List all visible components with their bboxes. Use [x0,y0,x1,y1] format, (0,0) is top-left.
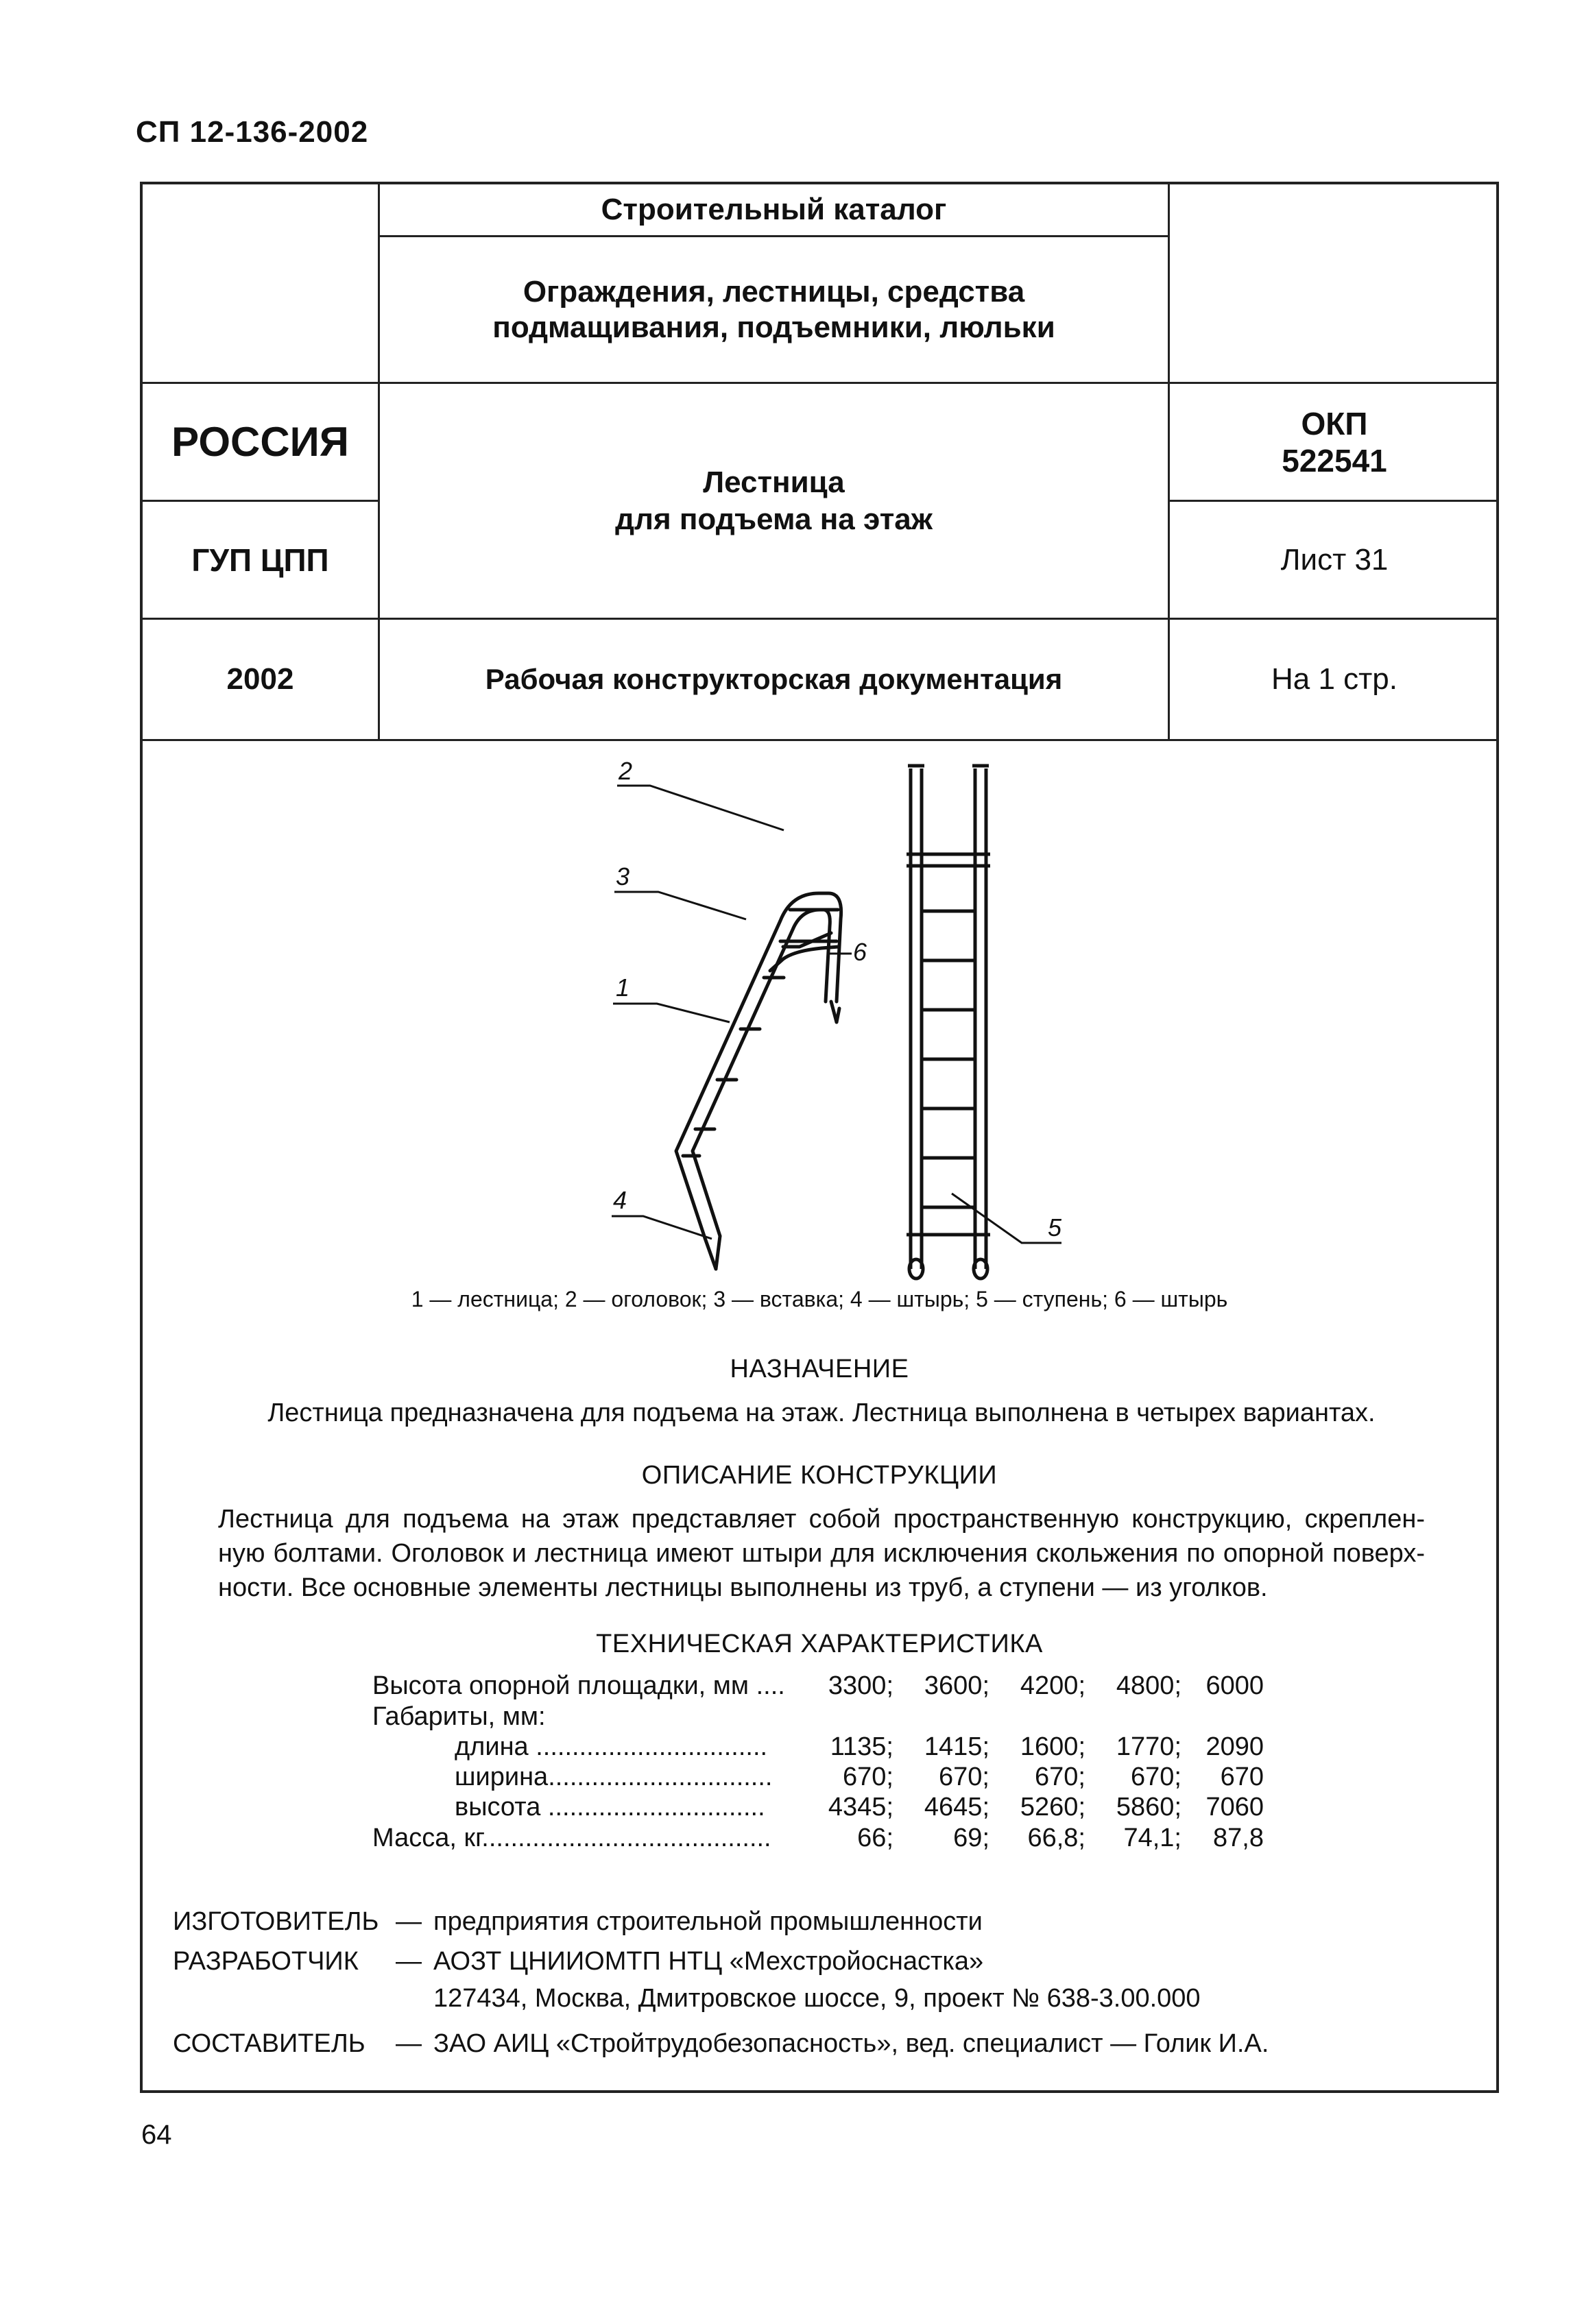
doc-type: Рабочая конструкторская документация [485,663,1063,695]
spec-label: Высота опорной площадки, мм .... [372,1671,785,1700]
spec-row [372,1732,1401,1763]
spec-value: 3300; [828,1671,893,1700]
purpose-heading: НАЗНАЧЕНИЕ [730,1355,909,1383]
callout-1: 1 [616,973,630,1002]
spec-value: 4345; [828,1793,893,1821]
spec-value: 3600; [924,1671,989,1700]
purpose-text: Лестница предназначена для подъема на этаж. Лестница выполнена в четырех вариантах. [267,1399,1376,1427]
spec-row [372,1762,1401,1793]
spec-value: 5860; [1116,1793,1181,1821]
spec-row [372,1792,1401,1823]
sheet-number: Лист 31 [1280,542,1389,577]
callout-2: 2 [619,757,633,785]
catalog-section [380,237,1168,382]
spec-label: высота .............................. [455,1793,765,1821]
design-heading: ОПИСАНИЕ КОНСТРУКЦИИ [641,1461,998,1490]
ladder-side-view [676,893,841,1238]
credit-dash: — [396,1947,422,1976]
spec-value: 87,8 [1213,1824,1264,1852]
year: 2002 [226,662,294,696]
spec-value: 1415; [924,1732,989,1761]
spec-value: 2090 [1205,1732,1264,1761]
document-code: СП 12-136-2002 [136,115,369,149]
page-number: 64 [141,2120,172,2150]
spec-value: 74,1; [1123,1824,1181,1852]
spec-label: Габариты, мм: [372,1702,546,1731]
catalog-title: Строительный каталог [601,193,947,226]
spec-value: 670; [1131,1763,1181,1791]
spec-value: 66; [857,1824,893,1852]
specs-heading: ТЕХНИЧЕСКАЯ ХАРАКТЕРИСТИКА [596,1630,1043,1658]
catalog-section-line2: подмащивания, подъемники, люльки [492,310,1055,344]
design-line: Лестница для подъема на этаж представляет собой пространственную конструкцию, скреплен- [218,1505,1425,1534]
credit-label: РАЗРАБОТЧИК [173,1947,359,1976]
callout-4: 4 [613,1186,627,1214]
spec-value: 670 [1220,1763,1264,1791]
credit-value: АОЗТ ЦНИИОМТП НТЦ «Мехстройоснастка» [433,1947,984,1976]
page-frame [140,182,1499,2093]
spec-value: 670; [939,1763,989,1791]
organization: ГУП ЦПП [191,542,329,578]
spec-value: 69; [953,1824,989,1852]
okp-number: 522541 [1282,442,1387,479]
credit-dash: — [396,2029,422,2058]
spec-value: 1600; [1020,1732,1085,1761]
spec-value: 4645; [924,1793,989,1821]
design-line: ности. Все основные элементы лестницы выполнены из труб, а ступени — из уголков. [218,1573,1268,1602]
catalog-section-line1: Ограждения, лестницы, средства [523,274,1025,308]
spec-value: 7060 [1205,1793,1264,1821]
spec-value: 670; [1035,1763,1085,1791]
callout-5: 5 [1048,1213,1062,1242]
design-text [218,1502,1425,1605]
spec-label: длина ................................ [455,1732,768,1761]
spec-value: 66,8; [1027,1824,1085,1852]
product-name-line2: для подъема на этаж [615,502,933,536]
product-name [380,384,1168,618]
okp-label: ОКП [1301,405,1368,441]
spec-value: 4800; [1116,1671,1181,1700]
spec-value: 670; [843,1763,893,1791]
spec-value: 5260; [1020,1793,1085,1821]
credit-dash: — [396,1907,422,1936]
credit-value: 127434, Москва, Дмитровское шоссе, 9, проект № 638-3.00.000 [433,1984,1201,2013]
page-count: На 1 стр. [1271,662,1397,696]
spec-value: 1770; [1116,1732,1181,1761]
design-line: ную болтами. Оголовок и лестница имеют штыри для исключения скольжения по опорной поверх- [218,1539,1425,1568]
specs-table [372,1671,1401,1869]
figure-caption: 1 — лестница; 2 — оголовок; 3 — вставка; 4 — штырь; 5 — ступень; 6 — штырь [411,1287,1228,1311]
credit-value: ЗАО АИЦ «Стройтрудобезопасность», вед. специалист — Голик И.А. [433,2029,1269,2058]
credit-label: ИЗГОТОВИТЕЛЬ [173,1907,379,1936]
credits [173,1902,1476,2080]
spec-value: 4200; [1020,1671,1085,1700]
spec-label: ширина............................... [455,1763,773,1791]
product-name-line1: Лестница [703,465,845,499]
callout-3: 3 [616,862,630,891]
spec-value: 6000 [1205,1671,1264,1700]
spec-label: Масса, кг........................................ [372,1824,771,1852]
spec-row [372,1702,1401,1732]
spec-row [372,1671,1401,1702]
credit-label: СОСТАВИТЕЛЬ [173,2029,365,2058]
country: РОССИЯ [171,419,349,465]
callout-6: 6 [853,938,867,966]
okp-code [1170,384,1499,500]
spec-row [372,1823,1401,1854]
credit-value: предприятия строительной промышленности [433,1907,983,1936]
spec-value: 1135; [830,1732,893,1761]
